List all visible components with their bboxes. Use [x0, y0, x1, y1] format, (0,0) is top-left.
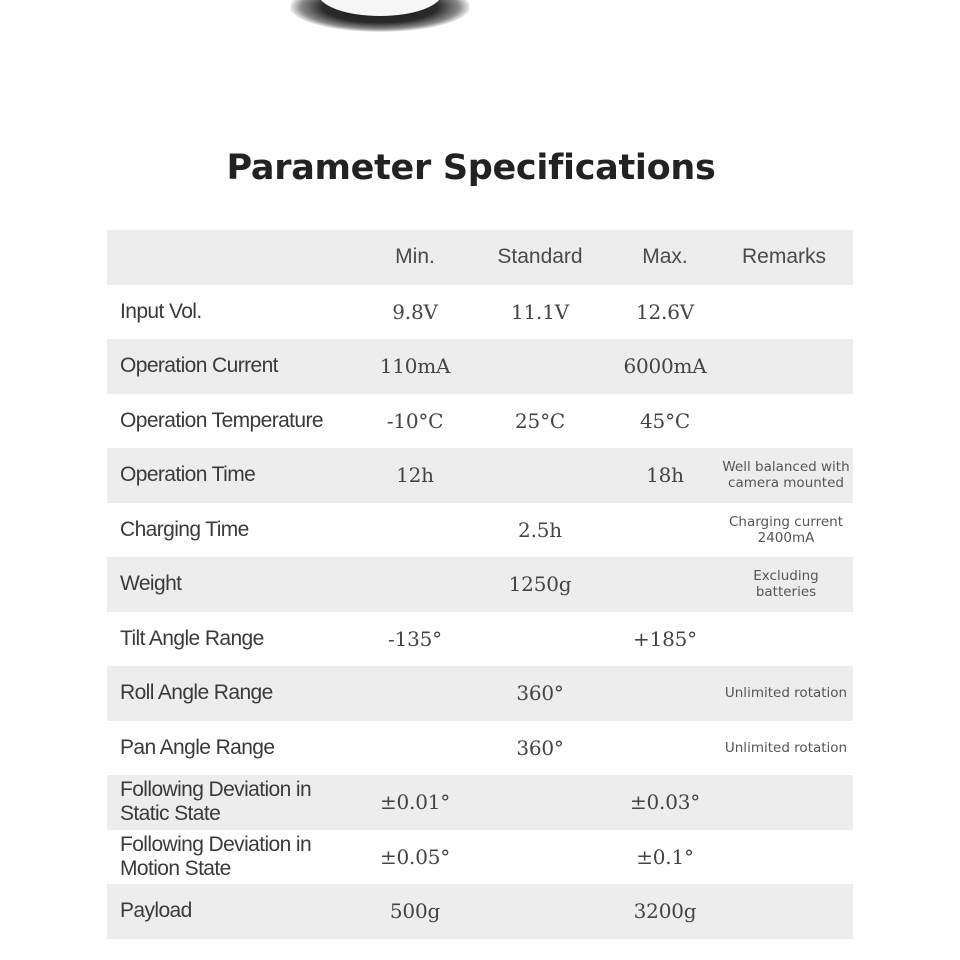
table-row: [107, 721, 853, 776]
table-row: [107, 394, 853, 449]
row-min: -135°: [388, 626, 442, 651]
row-min: ±0.01°: [379, 790, 451, 815]
row-standard: [465, 339, 615, 394]
row-standard: [465, 448, 615, 503]
row-standard: [465, 612, 615, 667]
column-header-max: Max.: [642, 245, 688, 269]
row-max: ±0.1°: [636, 844, 694, 869]
row-label: Pan Angle Range: [120, 735, 275, 759]
table-row: [107, 339, 853, 394]
row-max: [615, 503, 715, 558]
row-min: 110mA: [379, 354, 451, 379]
row-label: Payload: [120, 899, 192, 923]
row-standard: 360°: [516, 681, 564, 706]
column-header-label: [107, 230, 365, 285]
table-row: [107, 775, 853, 830]
row-remarks: Excluding batteries: [753, 568, 819, 601]
row-label: Operation Time: [120, 463, 256, 487]
row-min: [365, 557, 465, 612]
table-row: [107, 285, 853, 340]
row-label: Weight: [120, 572, 182, 596]
row-label: Tilt Angle Range: [120, 626, 264, 650]
row-standard: [465, 775, 615, 830]
row-remarks: [715, 612, 853, 667]
row-remarks: Unlimited rotation: [724, 739, 848, 756]
row-remarks: [715, 285, 853, 340]
row-max: 45°C: [640, 408, 690, 433]
row-label: Operation Current: [120, 354, 278, 378]
column-header-min: Min.: [395, 245, 435, 269]
row-remarks: Well balanced with camera mounted: [722, 459, 850, 492]
row-standard: 1250g: [508, 572, 572, 597]
row-max: [615, 557, 715, 612]
column-header-standard: Standard: [497, 245, 583, 269]
table-row: [107, 503, 853, 558]
row-remarks: [715, 884, 853, 939]
row-min: 500g: [389, 899, 441, 924]
row-label: Following Deviation in Static State: [120, 778, 312, 826]
table-row: [107, 448, 853, 503]
row-max: ±0.03°: [629, 790, 701, 815]
row-max: 3200g: [633, 899, 697, 924]
column-header-remarks: Remarks: [741, 245, 826, 269]
row-standard: [465, 830, 615, 885]
row-remarks: [715, 775, 853, 830]
row-label: Following Deviation in Motion State: [120, 832, 312, 880]
table-row: [107, 666, 853, 721]
row-remarks: [715, 830, 853, 885]
row-standard: [465, 884, 615, 939]
table-row: [107, 884, 853, 939]
row-max: 12.6V: [636, 299, 694, 324]
row-label: Input Vol.: [120, 299, 202, 323]
table-row: [107, 830, 853, 885]
row-max: +185°: [633, 626, 697, 651]
row-min: [365, 503, 465, 558]
row-remarks: [715, 394, 853, 449]
table-row: [107, 557, 853, 612]
row-label: Charging Time: [120, 517, 249, 541]
row-min: ±0.05°: [379, 844, 451, 869]
row-min: 9.8V: [392, 299, 438, 324]
row-min: 12h: [396, 463, 434, 488]
row-remarks: [715, 339, 853, 394]
row-label: Operation Temperature: [120, 408, 323, 432]
row-standard: 2.5h: [518, 517, 562, 542]
row-max: [615, 721, 715, 776]
row-max: 18h: [646, 463, 684, 488]
row-standard: 360°: [516, 735, 564, 760]
row-min: -10°C: [386, 408, 444, 433]
row-min: [365, 721, 465, 776]
row-label: Roll Angle Range: [120, 681, 273, 705]
row-standard: 11.1V: [511, 299, 569, 324]
row-remarks: Charging current 2400mA: [728, 513, 843, 546]
page-title: Parameter Specifications: [226, 148, 716, 188]
table-row: [107, 612, 853, 667]
row-standard: 25°C: [515, 408, 565, 433]
table-header-row: [107, 230, 853, 285]
row-remarks: Unlimited rotation: [724, 685, 848, 702]
row-max: 6000mA: [623, 354, 707, 379]
row-min: [365, 666, 465, 721]
spec-table: [107, 230, 853, 939]
row-max: [615, 666, 715, 721]
